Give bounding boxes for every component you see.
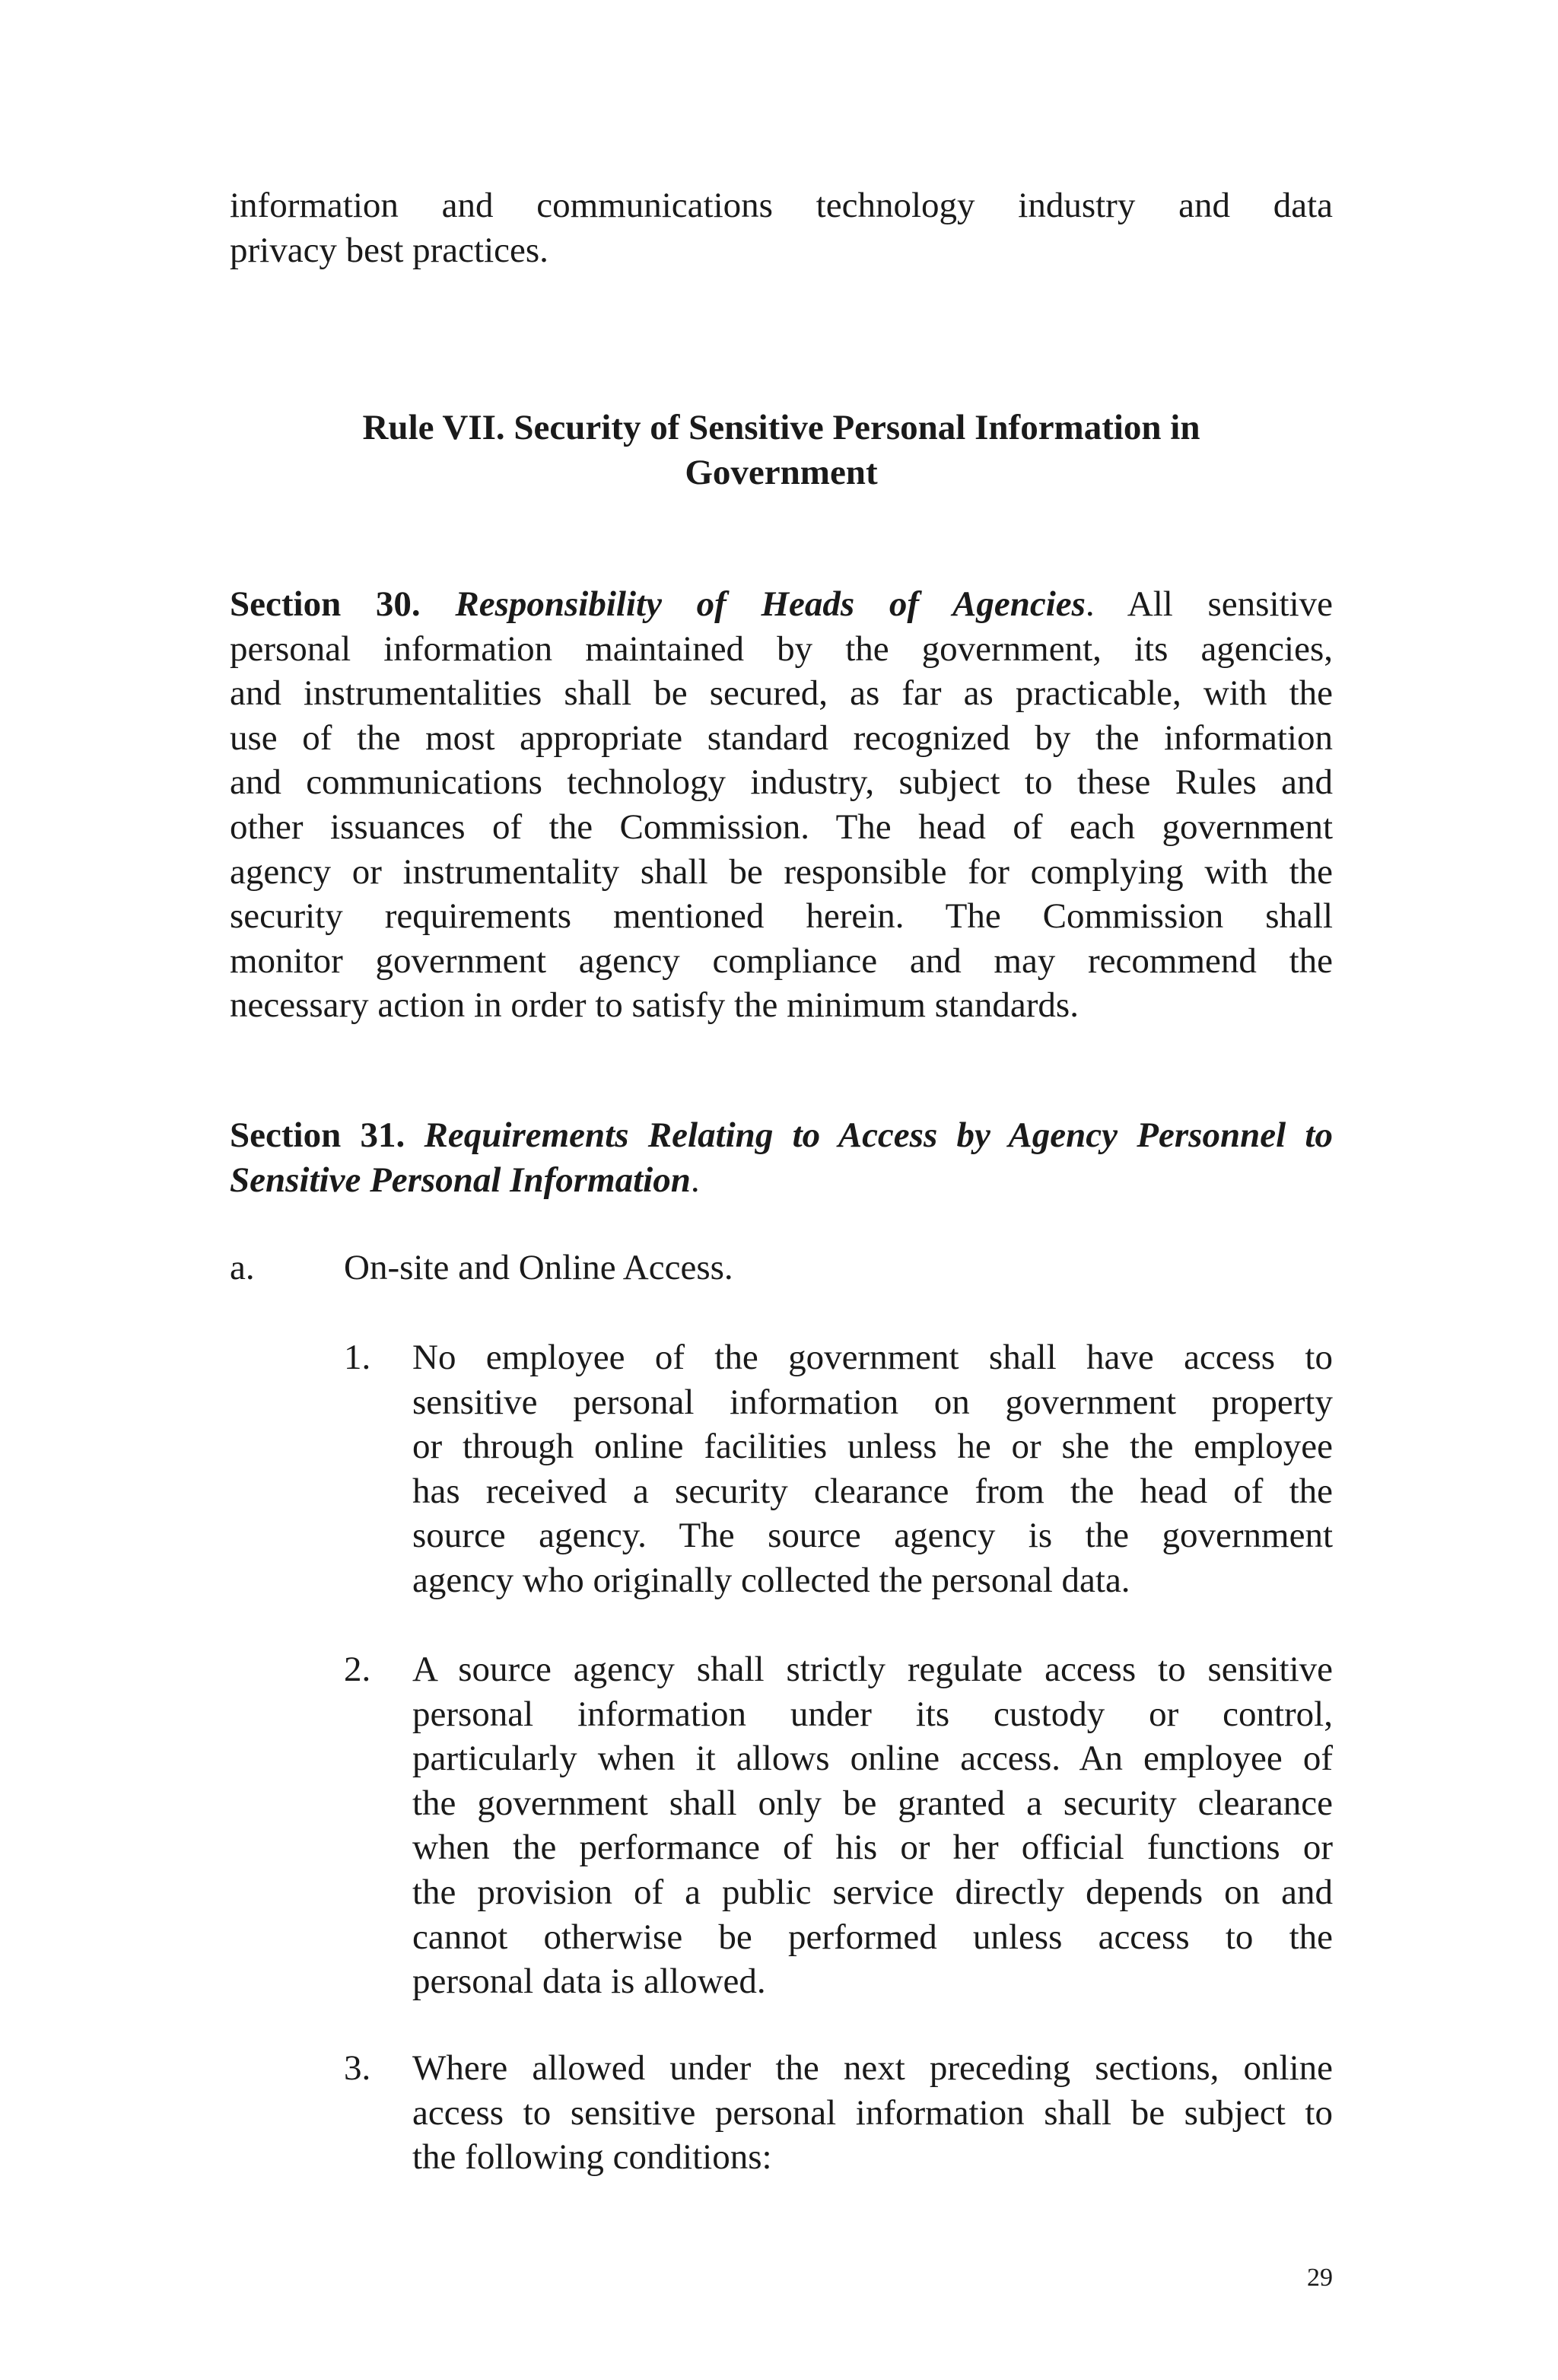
text-line: Government	[685, 452, 878, 492]
text-line: A source agency shall strictly regulate access to sensitive	[412, 1650, 1333, 1689]
text-line: personal data is allowed.	[412, 1962, 766, 2002]
text-line: and communications technology industry, subject to these Rules and	[230, 762, 1333, 803]
text-line: information and communications technology industry and data	[230, 186, 1333, 225]
list-item-text	[412, 1335, 1333, 1603]
section-31-title-end: .	[690, 1160, 700, 1200]
text-line: necessary action in order to satisfy the minimum standards.	[230, 985, 1079, 1026]
item-a-text: On-site and Online Access.	[344, 1248, 733, 1287]
section-31-heading-line	[230, 1113, 1333, 1158]
text-line: has received a security clearance from the head of the	[412, 1471, 1333, 1511]
section-30-text-start: . All sensitive	[1085, 584, 1333, 624]
list-item-marker: 2.	[344, 1650, 371, 1689]
section-31-heading	[230, 1113, 1333, 1202]
text-line: personal information maintained by the government, its agencies,	[230, 628, 1333, 669]
item-a-marker: a.	[230, 1248, 255, 1287]
text-line: personal information under its custody or control,	[412, 1694, 1333, 1734]
section-30-body	[230, 627, 1333, 1028]
text-line: Rule VII. Security of Sensitive Personal Information in	[362, 408, 1200, 447]
section-31-title-cont: Sensitive Personal Information	[230, 1160, 691, 1200]
text-line: No employee of the government shall have access to	[412, 1338, 1333, 1377]
page-number: 29	[1307, 2264, 1333, 2292]
text-line: monitor government agency compliance and may recommend the	[230, 940, 1333, 981]
section-31-title: Requirements Relating to Access by Agency Personnel to	[424, 1115, 1333, 1155]
rule-heading	[230, 406, 1333, 495]
text-line: cannot otherwise be performed unless access to the	[412, 1917, 1333, 1957]
text-line: use of the most appropriate standard recognized by the information	[230, 718, 1333, 758]
section-30-label: Section 30.	[230, 584, 421, 624]
section-30-title: Responsibility of Heads of Agencies	[455, 584, 1086, 624]
text-line: the government shall only be granted a security clearance	[412, 1783, 1333, 1823]
section-31-heading-line	[230, 1158, 1333, 1203]
list-item-marker: 1.	[344, 1338, 371, 1377]
list-item-text	[412, 1647, 1333, 2004]
text-line: the following conditions:	[412, 2137, 772, 2178]
text-line: particularly when it allows online access. An employee of	[412, 1739, 1333, 1779]
text-line: source agency. The source agency is the government	[412, 1516, 1333, 1556]
text-line: other issuances of the Commission. The head of each government	[230, 807, 1333, 847]
text-line: agency who originally collected the personal data.	[412, 1560, 1130, 1600]
intro-paragraph	[230, 183, 1333, 272]
text-line: agency or instrumentality shall be responsible for complying with the	[230, 851, 1333, 892]
text-line: Where allowed under the next preceding sections, online	[412, 2048, 1333, 2088]
text-line: access to sensitive personal information shall be subject to	[412, 2092, 1333, 2133]
text-line: security requirements mentioned herein. The Commission shall	[230, 896, 1333, 937]
text-line: and instrumentalities shall be secured, as far as practicable, with the	[230, 673, 1333, 714]
list-item-text	[412, 2046, 1333, 2180]
text-line: when the performance of his or her official functions or	[412, 1828, 1333, 1868]
section-30	[230, 582, 1333, 1028]
text-line: the provision of a public service directly depends on and	[412, 1872, 1333, 1912]
text-line: privacy best practices.	[230, 230, 548, 270]
section-31-label: Section 31.	[230, 1115, 405, 1155]
section-30-heading-line	[230, 582, 1333, 627]
text-line: sensitive personal information on government property	[412, 1382, 1333, 1422]
text-line: or through online facilities unless he or she the employee	[412, 1427, 1333, 1467]
list-item-marker: 3.	[344, 2048, 371, 2088]
